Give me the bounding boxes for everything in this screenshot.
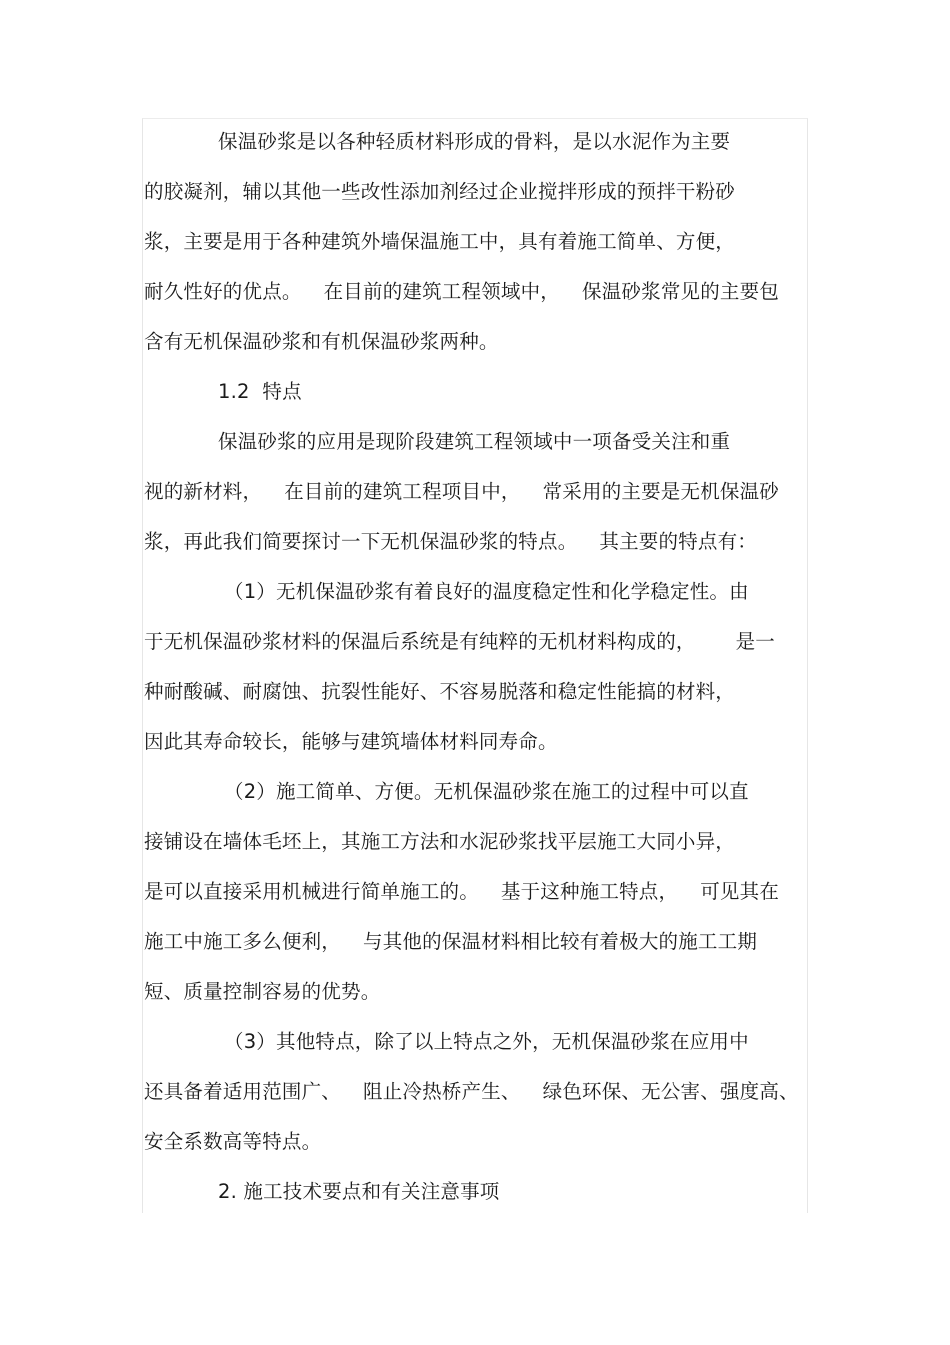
list-item-line: 短、质量控制容易的优势。	[144, 980, 381, 1003]
list-item-line: 安全系数高等特点。	[144, 1130, 322, 1153]
paragraph-line: 浆，主要是用于各种建筑外墙保温施工中，具有着施工简单、方便，	[144, 230, 736, 253]
paragraph-line: 浆，再此我们简要探讨一下无机保温砂浆的特点。 其主要的特点有：	[144, 530, 758, 553]
paragraph-line: 的胶凝剂，辅以其他一些改性添加剂经过企业搅拌形成的预拌干粉砂	[144, 180, 736, 203]
list-item-line: 接铺设在墙体毛坯上，其施工方法和水泥砂浆找平层施工大同小异，	[144, 830, 736, 853]
paragraph-line: 视的新材料， 在目前的建筑工程项目中， 常采用的主要是无机保温砂	[144, 480, 780, 503]
document-body	[144, 117, 809, 1217]
section-heading: 2. 施工技术要点和有关注意事项	[218, 1180, 500, 1203]
paragraph-line: 保温砂浆是以各种轻质材料形成的骨料，是以水泥作为主要	[218, 130, 731, 153]
paragraph-line: 含有无机保温砂浆和有机保温砂浆两种。	[144, 330, 499, 353]
paragraph-line: 耐久性好的优点。 在目前的建筑工程领域中， 保温砂浆常见的主要包	[144, 280, 780, 303]
list-item-line: （3）其他特点，除了以上特点之外，无机保温砂浆在应用中	[224, 1030, 749, 1053]
list-item-line: （2）施工简单、方便。无机保温砂浆在施工的过程中可以直	[224, 780, 749, 803]
list-item-line: 施工中施工多么便利， 与其他的保温材料相比较有着极大的施工工期	[144, 930, 758, 953]
list-item-line: 还具备着适用范围广、 阻止冷热桥产生、 绿色环保、无公害、强度高、	[144, 1080, 799, 1103]
list-item-line: 因此其寿命较长，能够与建筑墙体材料同寿命。	[144, 730, 558, 753]
section-heading: 1.2 特点	[218, 380, 302, 403]
list-item-line: （1）无机保温砂浆有着良好的温度稳定性和化学稳定性。由	[224, 580, 749, 603]
list-item-line: 于无机保温砂浆材料的保温后系统是有纯粹的无机材料构成的， 是一	[144, 630, 776, 653]
list-item-line: 是可以直接采用机械进行简单施工的。 基于这种施工特点， 可见其在	[144, 880, 780, 903]
paragraph-line: 保温砂浆的应用是现阶段建筑工程领域中一项备受关注和重	[218, 430, 731, 453]
list-item-line: 种耐酸碱、耐腐蚀、抗裂性能好、不容易脱落和稳定性能搞的材料，	[144, 680, 736, 703]
